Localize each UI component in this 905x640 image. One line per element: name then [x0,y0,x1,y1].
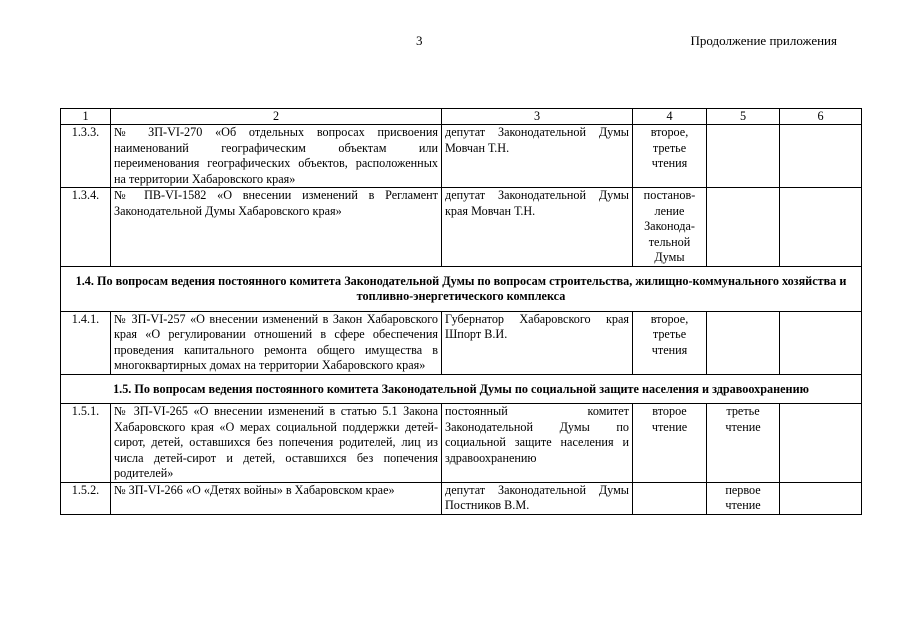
item-number: 1.3.4. [61,188,111,267]
continuation-note: Продолжение приложения [690,33,837,48]
table-row [61,482,862,514]
agenda-table [60,108,862,515]
table-row [61,188,862,267]
bill-title: № ЗП-VI-265 «О внесении изменений в статью 5.1 Закона Хабаровского края «О мерах социальной поддержки детей-сирот, детей, оставшихся без попечения родителей, лиц из числа детей-сирот и детей, оставшихся без попечения родителей» [111,404,442,483]
item-number: 1.4.1. [61,311,111,374]
column-6-cell [780,125,862,188]
reading-stage-next [707,311,780,374]
item-number: 1.3.3. [61,125,111,188]
reading-stage: второе, третье чтения [633,311,707,374]
table-row [61,125,862,188]
reading-stage-next: третье чтение [707,404,780,483]
bill-author: депутат Законодательной Думы Мовчан Т.Н. [442,125,633,188]
reading-stage-next [707,125,780,188]
page-number: 3 [416,33,423,48]
column-header: 3 [442,109,633,125]
agenda-table-body [61,109,862,515]
table-row [61,311,862,374]
column-header: 2 [111,109,442,125]
item-number: 1.5.1. [61,404,111,483]
column-header: 1 [61,109,111,125]
bill-author: постоянный комитет Законодательной Думы по социальной защите населения и здравоохранению [442,404,633,483]
section-heading: 1.5. По вопросам ведения постоянного комитета Законодательной Думы по социальной защите населения и здравоохранению [61,374,862,404]
bill-title: № ПВ-VI-1582 «О внесении изменений в Регламент Законодательной Думы Хабаровского края» [111,188,442,267]
item-number: 1.5.2. [61,482,111,514]
column-6-cell [780,188,862,267]
bill-author: депутат Законодательной Думы Постников В.М. [442,482,633,514]
column-header: 6 [780,109,862,125]
column-6-cell [780,404,862,483]
bill-author: Губернатор Хабаровского края Шпорт В.И. [442,311,633,374]
section-heading-row [61,374,862,404]
reading-stage: второе чтение [633,404,707,483]
section-heading: 1.4. По вопросам ведения постоянного комитета Законодательной Думы по вопросам строительства, жилищно-коммунального хозяйства и топливно-энергетического комплекса [61,266,862,311]
reading-stage-next [707,188,780,267]
column-6-cell [780,311,862,374]
column-number-row [61,109,862,125]
reading-stage: постанов- ление Законода- тельной Думы [633,188,707,267]
reading-stage-next: первое чтение [707,482,780,514]
reading-stage [633,482,707,514]
column-6-cell [780,482,862,514]
bill-title: № ЗП-VI-266 «О «Детях войны» в Хабаровском крае» [111,482,442,514]
bill-author: депутат Законодательной Думы края Мовчан Т.Н. [442,188,633,267]
bill-title: № ЗП-VI-257 «О внесении изменений в Закон Хабаровского края «О регулировании отношений в сфере обеспечения проведения капитального ремонта общего имущества в многоквартирных домах на территории Хабаровского края» [111,311,442,374]
bill-title: № ЗП-VI-270 «Об отдельных вопросах присвоения наименований географическим объектам или переименования географических объектов, расположенных на территории Хабаровского края» [111,125,442,188]
column-header: 4 [633,109,707,125]
section-heading-row [61,266,862,311]
reading-stage: второе, третье чтения [633,125,707,188]
table-row [61,404,862,483]
column-header: 5 [707,109,780,125]
